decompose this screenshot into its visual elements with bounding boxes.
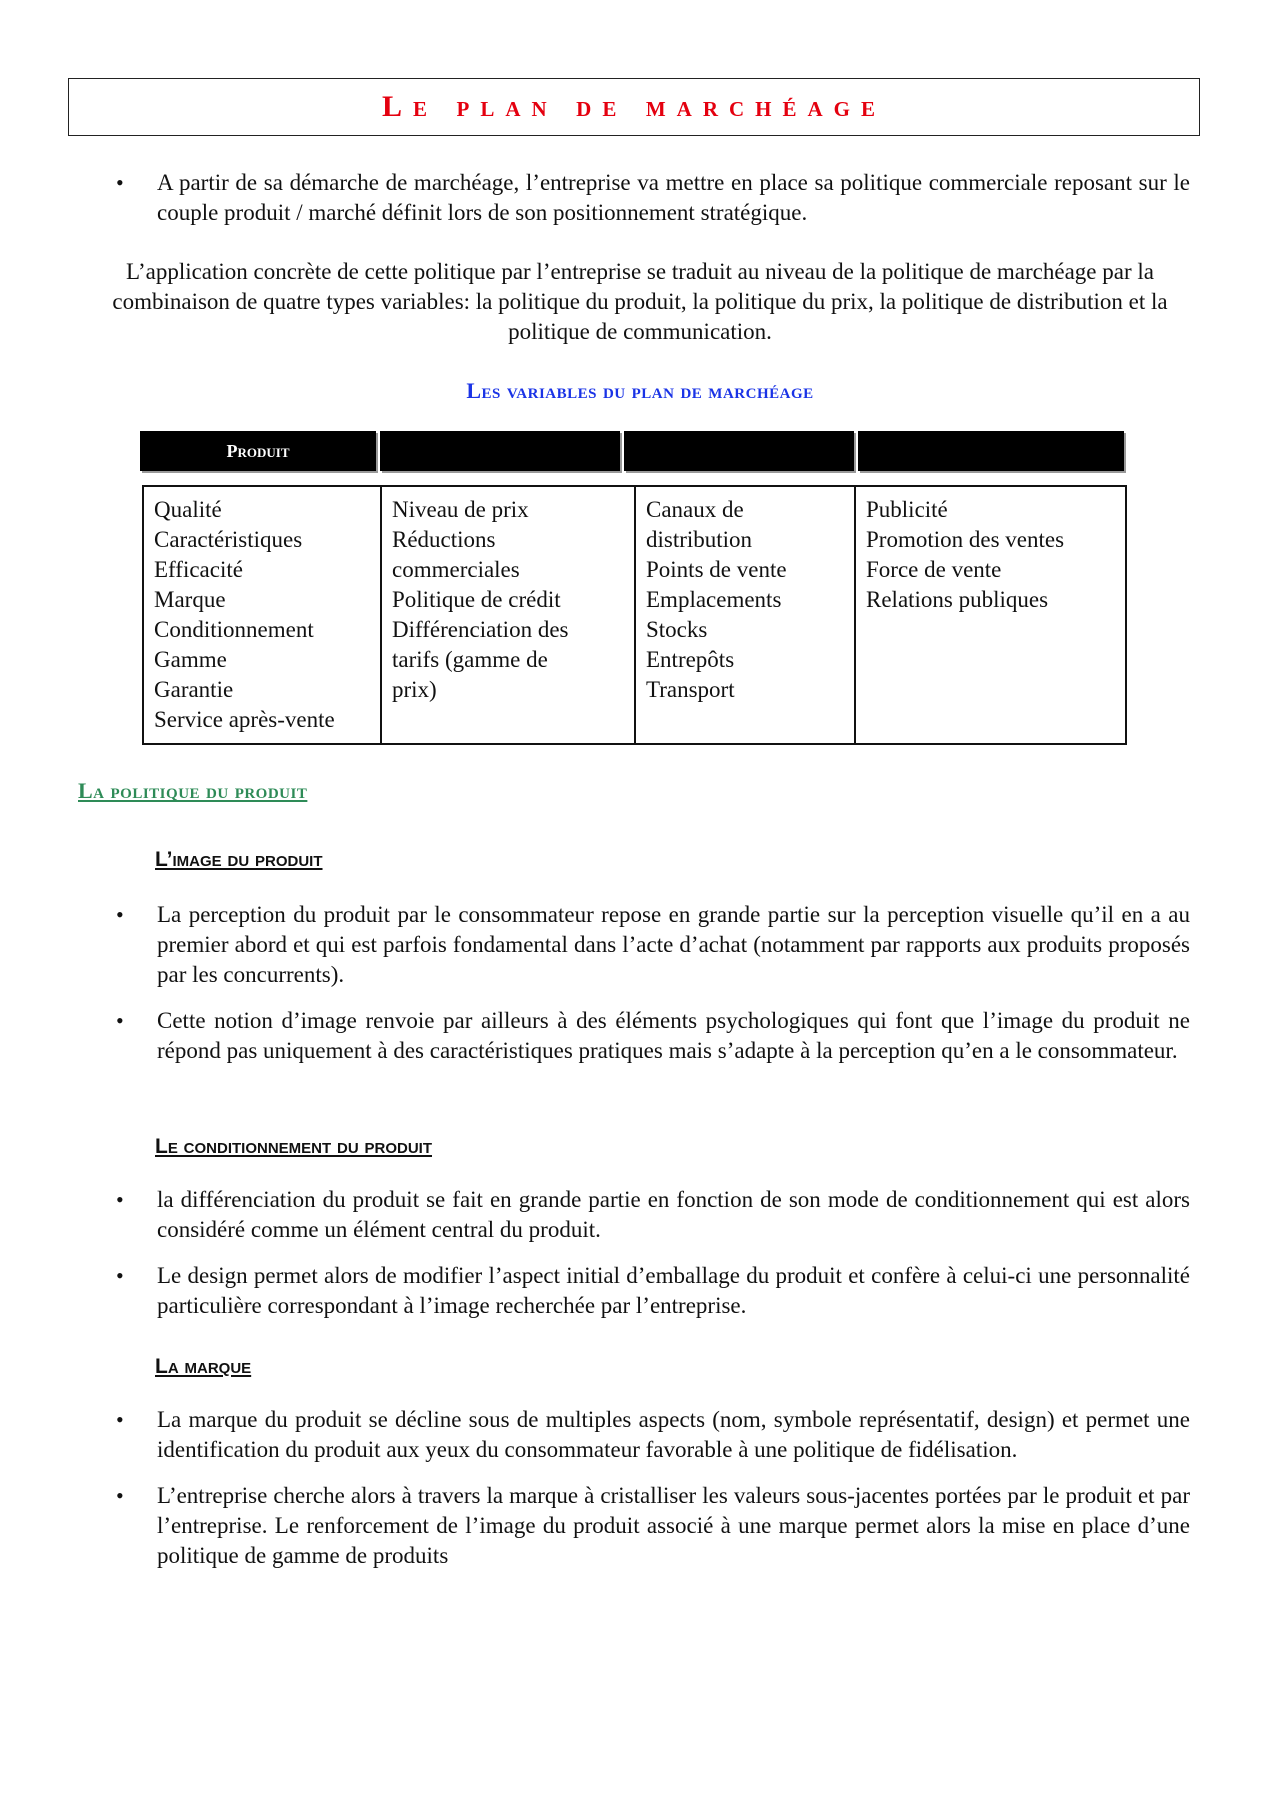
table-column-distribution (634, 487, 854, 743)
list-item: • L’entreprise cherche alors à travers la marque à cristalliser les valeurs sous-jacentes portées par le produit et par l’entreprise. Le renforcement de l’image du produit associé à une marque permet alors la mise en place d’une politique de gamme de produits (116, 1483, 1190, 1568)
table-cell: Réductions (392, 527, 496, 552)
table-cell: Canaux de (646, 497, 744, 522)
table-column-prix (380, 487, 634, 743)
table-cell: prix) (392, 677, 437, 702)
list-item: • Cette notion d’image renvoie par ailleurs à des éléments psychologiques qui font que l’image du produit ne répond pas uniquement à des caractéristiques pratiques mais s’adapte à la perception qu’en a le consommateur. (116, 1008, 1190, 1063)
subsection-bullet-list (110, 1185, 1190, 1337)
bullet-icon: • (116, 1483, 124, 1508)
bullet-icon: • (116, 170, 124, 195)
list-item: • la différenciation du produit se fait en grande partie en fonction de son mode de conditionnement qui est alors considéré comme un élément central du produit. (116, 1187, 1190, 1242)
table-cell: Service après-vente (154, 707, 335, 732)
list-item: • A partir de sa démarche de marchéage, l’entreprise va mettre en place sa politique commerciale reposant sur le couple produit / marché définit lors de son positionnement stratégique. (116, 170, 1190, 225)
bullet-icon: • (116, 902, 124, 927)
table-cell: tarifs (gamme de (392, 647, 548, 672)
table-cell: Promotion des ventes (866, 527, 1065, 552)
bullet-icon: • (116, 1407, 124, 1432)
table-title: Les variables du plan de marchéage (466, 378, 814, 403)
table-column-communication (854, 487, 1125, 743)
table-cell: Publicité (866, 497, 948, 522)
bullet-icon: • (116, 1187, 124, 1212)
table-column-produit (144, 487, 380, 743)
title-box (68, 78, 1200, 136)
table-cell: commerciales (392, 557, 520, 582)
bullet-icon: • (116, 1263, 124, 1288)
subsection-title: La marque (155, 1355, 252, 1378)
table-cell: Niveau de prix (392, 497, 529, 522)
table-cell: Efficacité (154, 557, 243, 582)
table-cell: Gamme (154, 647, 227, 672)
table-cell: Caractéristiques (154, 527, 303, 552)
section-title: La politique du produit (78, 778, 308, 803)
table-cell: Stocks (646, 617, 708, 642)
table-cell: Marque (154, 587, 226, 612)
table-cell: Transport (646, 677, 735, 702)
list-item: • Le design permet alors de modifier l’aspect initial d’emballage du produit et confère à celui-ci une personnalité particulière correspondant à l’image recherchée par l’entreprise. (116, 1263, 1190, 1318)
subsection-bullet-list (110, 1405, 1190, 1587)
list-item: • La perception du produit par le consommateur repose en grande partie sur la perception visuelle qu’il en a au premier abord et qui est parfois fondamental dans l’acte d’achat (notamment par rapports aux produits proposés par les concurrents). (116, 902, 1190, 987)
table-cell: Entrepôts (646, 647, 735, 672)
list-item: • La marque du produit se décline sous de multiples aspects (nom, symbole représentatif, design) et permet une identification du produit aux yeux du consommateur favorable à une politique de fidélisation. (116, 1407, 1190, 1462)
table-cell: distribution (646, 527, 753, 552)
intro-bullet-list (110, 168, 1190, 244)
variables-table (142, 485, 1127, 745)
intro-paragraph: L’application concrète de cette politique par l’entreprise se traduit au niveau de la politique de marchéage par la combinaison de quatre types variables: la politique du produit, la politique du prix, la politique de distribution et la politique de communication. (112, 259, 1168, 344)
table-cell: Politique de crédit (392, 587, 561, 612)
subsection-title: L’image du produit (155, 848, 323, 871)
table-cell: Garantie (154, 677, 234, 702)
table-header-cell (624, 431, 854, 471)
bullet-icon: • (116, 1008, 124, 1033)
subsection-title: Le conditionnement du produit (155, 1135, 432, 1158)
table-cell: Points de vente (646, 557, 787, 582)
document-title: Le plan de marchéage (381, 90, 887, 123)
table-header-cell (380, 431, 620, 471)
table-cell: Conditionnement (154, 617, 314, 642)
subsection-bullet-list (110, 900, 1190, 1082)
table-cell: Emplacements (646, 587, 782, 612)
table-cell: Différenciation des (392, 617, 569, 642)
table-header-cell: Produit (140, 431, 376, 471)
table-cell: Force de vente (866, 557, 1002, 582)
table-cell: Relations publiques (866, 587, 1049, 612)
table-cell: Qualité (154, 497, 222, 522)
table-header-cell (858, 431, 1124, 471)
